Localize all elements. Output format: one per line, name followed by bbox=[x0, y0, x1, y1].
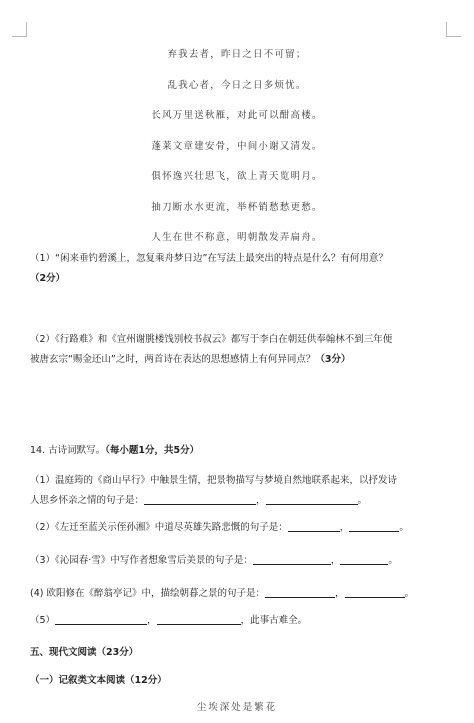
question-1-text: （1）“闲来垂钓碧溪上，忽复乘舟梦日边”在写法上最突出的特点是什么？有何用意？ bbox=[30, 253, 388, 264]
dictation-item-5-prefix: （5） bbox=[30, 615, 56, 626]
poem-block bbox=[0, 40, 474, 254]
comma: ， bbox=[330, 555, 341, 566]
dictation-item-1 bbox=[30, 471, 444, 511]
dictation-item-1-line2 bbox=[30, 491, 444, 511]
dictation-item-3 bbox=[30, 551, 444, 571]
comma: ， bbox=[334, 588, 345, 599]
answer-blank[interactable] bbox=[144, 493, 256, 505]
question-2-text-line2-body: 被唐玄宗“赐金还山”之时，两首诗在表达的思想感情上有何异同点？ bbox=[30, 354, 316, 365]
question-2-text-line1: （2）《行路难》和《宣州谢朓楼饯别校书叔云》都写于李白在朝廷供奉翰林不到三年便 bbox=[30, 334, 393, 345]
dictation-item-2-prompt: （2）《左迁至蓝关示侄孙湘》中道尽英雄失路悲慨的句子是： bbox=[30, 522, 288, 533]
poem-line: 长风万里送秋雁，对此可以酣高楼。 bbox=[151, 110, 323, 121]
dictation-item-4 bbox=[30, 584, 444, 604]
question-2 bbox=[30, 330, 444, 370]
page-footer: 尘埃深处是繁花 bbox=[196, 702, 278, 713]
poem-line: 乱我心者，今日之日多烦忧。 bbox=[167, 79, 307, 91]
period: 。 bbox=[399, 522, 409, 533]
question-1-score: （2分） bbox=[30, 273, 66, 284]
period: 。 bbox=[404, 588, 415, 599]
comma: ， bbox=[339, 522, 350, 533]
period: 。 bbox=[357, 495, 368, 506]
dictation-item-5-suffix: ，此事古难全。 bbox=[240, 615, 308, 626]
period: 。 bbox=[388, 555, 398, 566]
question-2-text-line2 bbox=[30, 350, 444, 370]
question-1 bbox=[30, 249, 444, 289]
section-14-heading bbox=[30, 441, 444, 461]
dictation-item-5 bbox=[30, 611, 444, 631]
dictation-item-1-line1: （1）温庭筠的《商山早行》中触景生情，把景物描写与梦境自然地联系起来，以抒发诗 bbox=[30, 475, 398, 486]
dictation-item-1-prompt: 人思乡怀亲之情的句子是： bbox=[30, 495, 145, 506]
comma: ， bbox=[256, 495, 266, 506]
poem-line: 人生在世不称意，明朝散发弄扁舟。 bbox=[151, 232, 323, 243]
comma: ， bbox=[147, 615, 157, 626]
answer-blank[interactable] bbox=[55, 613, 147, 625]
poem-line: 俱怀逸兴壮思飞，欲上青天览明月。 bbox=[151, 171, 323, 182]
answer-blank[interactable] bbox=[288, 520, 340, 532]
subsection-heading: （一）记叙类文本阅读（12分） bbox=[30, 675, 167, 686]
answer-blank[interactable] bbox=[340, 553, 388, 565]
page-corner-mark-left bbox=[12, 22, 27, 37]
answer-blank[interactable] bbox=[349, 520, 399, 532]
answer-blank[interactable] bbox=[157, 613, 241, 625]
answer-blank[interactable] bbox=[265, 586, 335, 598]
dictation-item-4-prompt: (4) 欧阳修在《醉翁亭记》中，描绘朝暮之景的句子是： bbox=[30, 588, 265, 599]
dictation-item-3-prompt: （3）《沁园春·雪》中写作者想象雪后美景的句子是： bbox=[30, 555, 253, 566]
poem-line: 蓬莱文章建安骨，中间小谢又清发。 bbox=[151, 140, 323, 152]
section-14-title: 14. 古诗词默写。 bbox=[30, 445, 106, 456]
answer-blank[interactable] bbox=[253, 553, 331, 565]
section-5-heading: 五、现代文阅读（23分） bbox=[30, 647, 139, 658]
question-2-score: （3分） bbox=[315, 354, 351, 365]
answer-blank[interactable] bbox=[345, 586, 405, 598]
poem-line: 抽刀断水水更流，举杯销愁愁更愁。 bbox=[151, 201, 323, 213]
poem-line: 弃我去者，昨日之日不可留； bbox=[167, 49, 307, 60]
section-14-note: （每小题1分，共5分） bbox=[105, 445, 200, 456]
dictation-item-2 bbox=[30, 518, 444, 538]
page-corner-mark-right bbox=[446, 22, 461, 37]
answer-blank[interactable] bbox=[266, 493, 358, 505]
